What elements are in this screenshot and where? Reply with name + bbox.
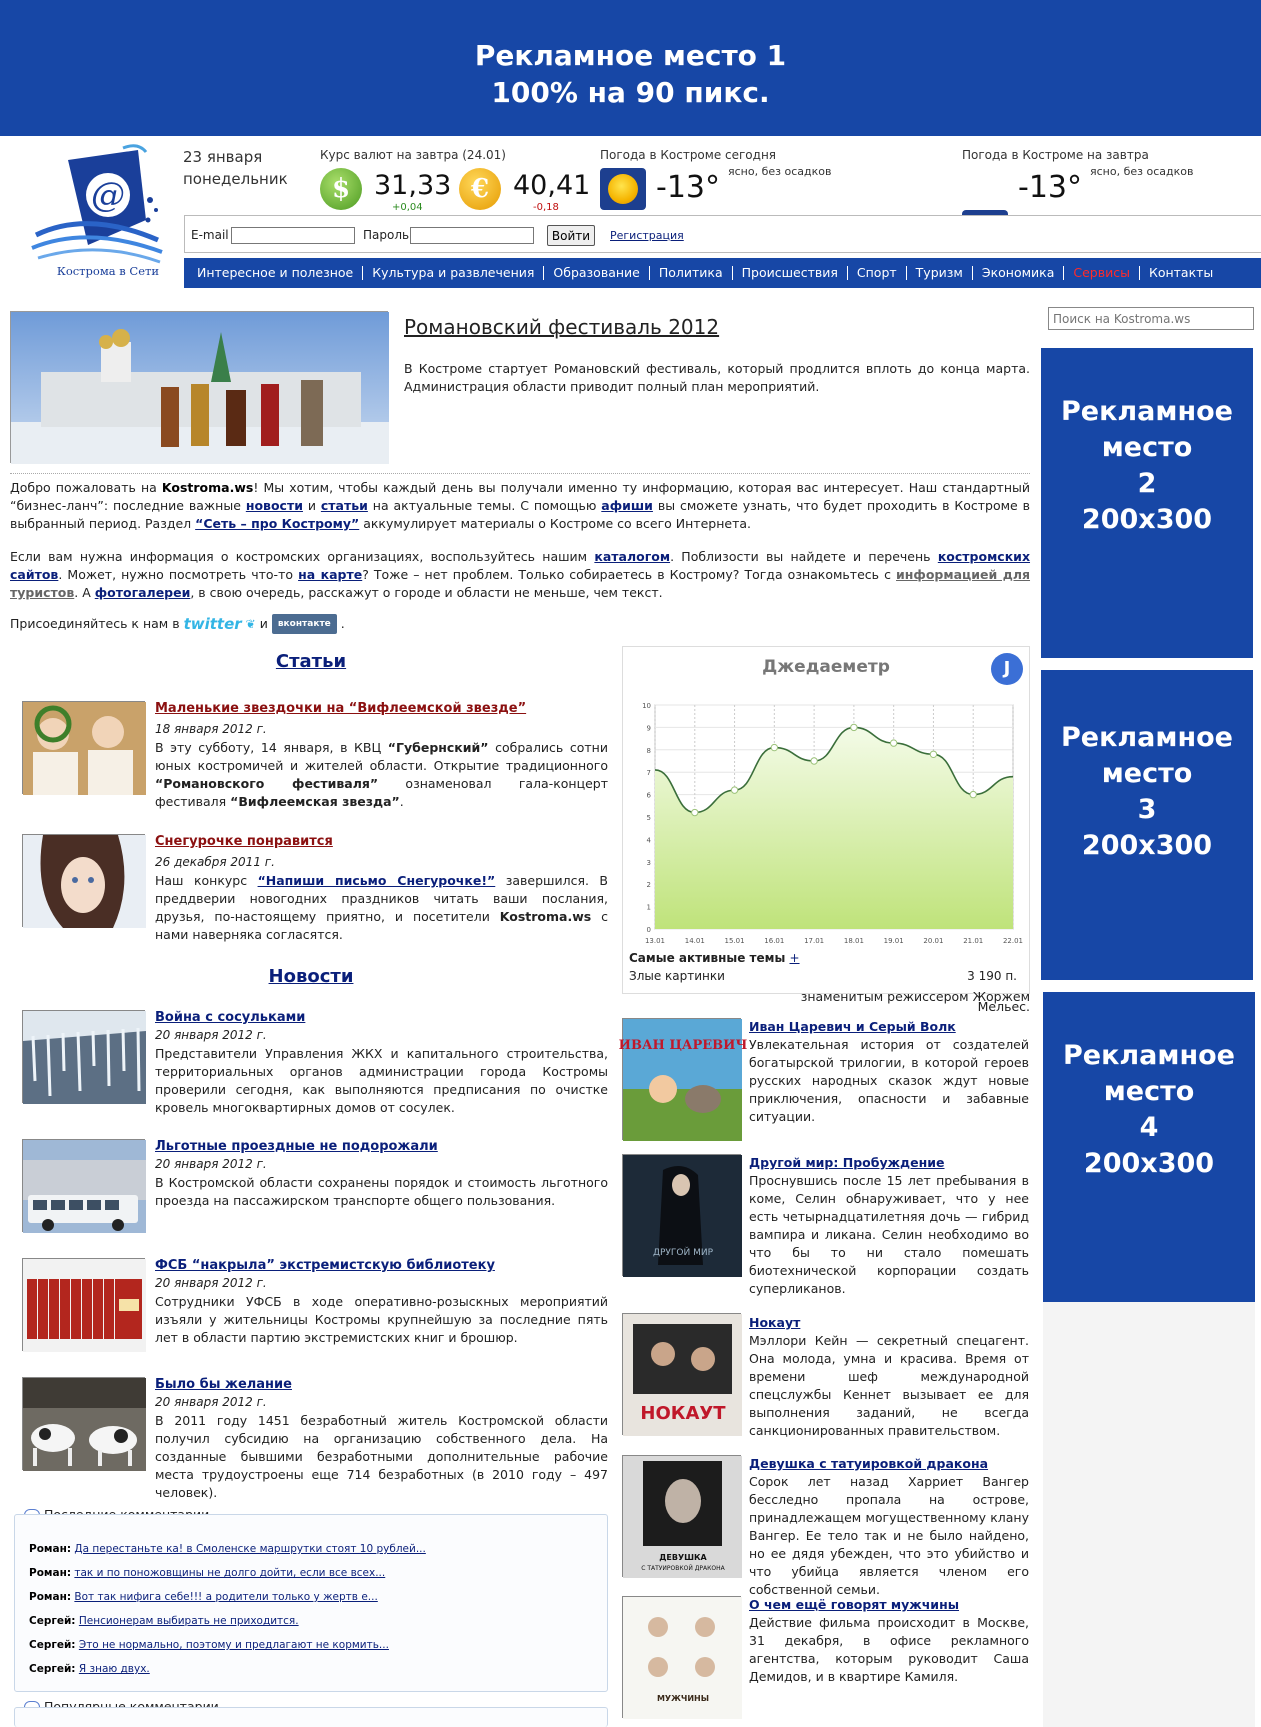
intro-text: . Поблизости вы найдете и перечень (670, 549, 938, 564)
comment-author: Роман: (29, 1567, 72, 1579)
nav-item-culture[interactable]: Культура и развлечения (363, 266, 544, 280)
intro-paragraph-1 (10, 479, 1030, 533)
intro-text: ? Тоже – нет проблем. Только собираетесь в Кострому? Тогда ознакомьтесь с (362, 567, 897, 582)
eur-delta: -0,18 (533, 202, 559, 213)
x-tick-label: 16.01 (764, 937, 785, 945)
article-bold: “Романовского фестиваля” (155, 776, 379, 791)
active-topics-text: Самые активные темы (629, 951, 786, 965)
film-title[interactable]: О чем ещё говорят мужчины (749, 1597, 960, 1612)
film-poster[interactable] (622, 1154, 741, 1276)
comment-row (29, 1633, 607, 1657)
map-link[interactable]: на карте (298, 567, 363, 582)
section-link[interactable]: “Сеть – про Кострому” (195, 516, 360, 531)
data-point (851, 724, 857, 730)
nav-item-contacts[interactable]: Контакты (1148, 265, 1214, 280)
intro-text: ! Мы хотим, чтобы каждый день вы получали именно ту информацию, которая вас интересует. Наш стандартный “бизнес-ланч”: последние важные (10, 480, 1030, 513)
weather-tomorrow-temp: -13° (1018, 170, 1082, 205)
article-text-part: собрались сотни юных костромичей и жителей области. Открытие традиционного (155, 740, 608, 773)
film-text: Сорок лет назад Харриет Вангер бесследно пропала на острове, принадлежащем могущественному клану Вангер. Ее тело так и не было найдено, но ее дядя убежден, что это убийство и что убийца является членом его собственной семьи. (749, 1474, 1029, 1597)
widget-logo-icon[interactable]: J (991, 653, 1023, 685)
film-text: Мэллори Кейн — секретный спецагент. Она молода, умна и красива. Время от времени шеф международной спецслужбы Кеннет вызывает ее для выполнения заданий, не всегда санкционированных правительством. (749, 1333, 1029, 1438)
y-tick-label: 4 (646, 836, 651, 845)
nav-item-services[interactable]: Сервисы (1064, 266, 1140, 280)
nav-item-sport[interactable]: Спорт (848, 266, 907, 280)
x-tick-label: 22.01 (1002, 937, 1024, 945)
comment-link[interactable]: Пенсионерам выбирать не приходится. (78, 1615, 299, 1627)
news-date: 20 января 2012 г. (155, 1028, 267, 1042)
comment-author: Сергей: (29, 1615, 76, 1627)
news-text: В Костромской области сохранены порядок и стоимость льготного проезда на пассажирском транспорте общего пользования. (155, 1175, 608, 1208)
current-date (183, 146, 288, 190)
y-tick-label: 8 (646, 746, 651, 755)
intro-text: на актуальные темы. С помощью (367, 498, 602, 513)
film-poster[interactable] (622, 1313, 741, 1435)
svg-text:ДРУГОЙ МИР: ДРУГОЙ МИР (652, 1248, 714, 1258)
article-text (155, 872, 608, 944)
intro-text: вы сможете узнать, что будет проходить в Костроме в выбранный период. Раздел (10, 498, 1030, 531)
news-title[interactable]: ФСБ “накрыла” экстремистскую библиотеку (155, 1258, 495, 1273)
main-nav (184, 258, 1261, 288)
news-section-title[interactable]: Новости (268, 966, 354, 987)
currency-title: Курс валют на завтра (24.01) (320, 148, 506, 162)
intro-text: аккумулирует материалы о Костроме со всего Интернета. (359, 516, 751, 531)
contest-link[interactable]: “Напиши письмо Снегурочке!” (257, 873, 496, 888)
comment-link[interactable]: Вот так нифига себе!!! а родители только у жертв е... (74, 1591, 378, 1603)
catalog-link[interactable]: каталогом (594, 549, 671, 564)
ad3-line1: Рекламное (1060, 722, 1233, 753)
date-weekday: понедельник (183, 170, 288, 188)
side-ad-4[interactable] (1043, 992, 1255, 1302)
topic-link[interactable]: Злые картинки (629, 969, 725, 983)
comment-row (29, 1657, 607, 1681)
data-point (731, 787, 737, 793)
weather-today-title: Погода в Костроме сегодня (600, 148, 777, 162)
svg-text:@: @ (91, 175, 125, 215)
comment-row (29, 1609, 607, 1633)
ad4-line3: 4 (1139, 1112, 1159, 1143)
film-title[interactable]: Нокаут (749, 1315, 801, 1330)
top-ad-line1: Рекламное место 1 (474, 39, 787, 72)
article-text-part: завершился. В преддверии новогодних праздников читать ваши послания, друзья, по-настоящему приятно, и посетители (155, 873, 608, 924)
article-text-part: В эту субботу, 14 января, в КВЦ (155, 740, 388, 755)
comment-row (29, 1561, 607, 1585)
film-poster[interactable] (622, 1455, 741, 1577)
weather-today-cond: ясно, без осадков (728, 165, 832, 178)
cut-film-text: знаменитым режиссером Жоржем Мельес. (800, 989, 1030, 1014)
x-tick-label: 18.01 (843, 937, 864, 945)
y-tick-label: 2 (646, 881, 651, 890)
y-tick-label: 10 (642, 702, 651, 710)
y-tick-label: 6 (646, 791, 651, 800)
articles-link[interactable]: статьи (320, 498, 368, 513)
y-tick-label: 3 (646, 858, 651, 867)
news-title[interactable]: Война с сосульками (155, 1010, 306, 1025)
eur-rate: 40,41 (513, 170, 591, 201)
svg-text:ДЕВУШКА: ДЕВУШКА (659, 1553, 707, 1562)
feature-text: В Костроме стартует Романовский фестиваль, который продлится вплоть до конца марта. Администрация области приводит полный план мероприятий. (404, 361, 1030, 394)
article-image[interactable] (22, 834, 145, 927)
film-title[interactable]: Девушка с татуировкой дракона (749, 1456, 989, 1471)
date-day: 23 января (183, 148, 263, 166)
data-point (970, 791, 976, 797)
ad4-line1: Рекламное (1062, 1040, 1235, 1071)
nav-item-politics[interactable]: Политика (650, 266, 733, 280)
join-and: и (259, 616, 268, 631)
register-link[interactable]: Регистрация (610, 229, 684, 242)
y-tick-label: 1 (646, 903, 651, 912)
usd-rate: 31,33 (374, 170, 452, 201)
nav-item-economy[interactable]: Экономика (973, 266, 1065, 280)
comment-author: Роман: (29, 1543, 72, 1555)
side-ad-3[interactable] (1041, 670, 1253, 980)
svg-text:ИВАН ЦАРЕВИЧ: ИВАН ЦАРЕВИЧ (618, 1038, 748, 1053)
film-text: Увлекательная история от создателей богатырской трилогии, в которой героев русских народных сказок ждут новые приключения, опасности и забавные ситуации. (749, 1037, 1029, 1124)
nav-item-tourism[interactable]: Туризм (907, 266, 973, 280)
gallery-link[interactable]: фотогалереи (94, 585, 191, 600)
news-image[interactable] (22, 1139, 145, 1232)
email-field[interactable] (231, 227, 355, 244)
intro-text: Если вам нужна информация о костромских организациях, воспользуйтесь нашим (10, 549, 595, 564)
comments-box (14, 1514, 608, 1692)
article-bold: “Губернский” (387, 740, 489, 755)
data-point (811, 758, 817, 764)
intro-text: и (302, 498, 321, 513)
feature-photo[interactable] (10, 311, 388, 463)
news-title[interactable]: Было бы желание (155, 1377, 292, 1392)
film-title[interactable]: Другой мир: Пробуждение (749, 1155, 945, 1170)
twitter-bird-icon: ❦ (245, 617, 256, 631)
news-text: В 2011 году 1451 безработный житель Костромской области получил субсидию на организацию собственного дела. На созданные бывшими безработными дополнительные рабочие места трудоустроены еще 714 безработных (в 2010 году – 497 человек). (155, 1413, 608, 1500)
sites-link[interactable]: костромских сайтов (10, 549, 1031, 582)
ad2-line4: 200x300 (1081, 504, 1213, 535)
article-title[interactable]: Снегурочке понравится (155, 834, 333, 849)
weather-tomorrow-title: Погода в Костроме на завтра (962, 148, 1149, 162)
twitter-logo[interactable]: twitter (183, 615, 242, 633)
site-name: Kostroma.ws (161, 480, 254, 495)
afisha-link[interactable]: афиши (601, 498, 653, 513)
search-input[interactable] (1048, 307, 1254, 330)
news-text: Сотрудники УФСБ в ходе оперативно-розыскных мероприятий изъяли у жительницы Костромы крупнейшую за последние пять лет в области партию экстремистских книг и брошюр. (155, 1294, 608, 1345)
side-ad-2[interactable] (1041, 348, 1253, 658)
nav-item-incidents[interactable]: Происшествия (733, 266, 848, 280)
x-tick-label: 13.01 (644, 937, 666, 945)
comment-author: Сергей: (29, 1639, 76, 1651)
x-tick-label: 19.01 (883, 937, 904, 945)
comment-link[interactable]: Да перестаньте ка! в Смоленске маршрутки стоят 10 рублей... (74, 1543, 426, 1555)
topic-count: 3 190 п. (967, 969, 1017, 983)
news-text: Представители Управления ЖКХ и капитального строительства, территориальных органов администрации города Костромы проверили сегодня, как выполняются предписания по очистке кровель многоквартирных домов от сосулек. (155, 1046, 608, 1115)
svg-text:МУЖЧИНЫ: МУЖЧИНЫ (656, 1694, 710, 1703)
join-text: Присоединяйтесь к нам в (10, 616, 180, 631)
film-text: Действие фильма происходит в Москве, 31 декабря, в офисе рекламного агентства, которым руководит Саша Демидов, и в квартире Камиля. (749, 1615, 1029, 1684)
join-line (10, 614, 345, 634)
intro-text: . А (74, 585, 95, 600)
top-ad-line2: 100% на 90 пикс. (491, 76, 770, 109)
tourist-link[interactable]: информацией для туристов (10, 567, 1031, 600)
weather-tomorrow-cond: ясно, без осадков (1090, 165, 1194, 178)
news-image[interactable] (22, 1010, 145, 1103)
ad3-line3: 3 (1137, 794, 1157, 825)
divider (10, 473, 1030, 474)
comment-author: Сергей: (29, 1663, 76, 1675)
nav-item-useful[interactable]: Интересное и полезное (188, 266, 363, 280)
comment-link[interactable]: Я знаю двух. (78, 1663, 150, 1675)
intro-text: , в свою очередь, расскажут о городе и области не меньше, чем текст. (190, 585, 663, 600)
film-title[interactable]: Иван Царевич и Серый Волк (749, 1019, 956, 1034)
y-tick-label: 5 (646, 814, 651, 822)
y-tick-label: 7 (646, 769, 651, 778)
x-tick-label: 21.01 (963, 937, 984, 945)
data-point (692, 809, 698, 815)
article-text-part: ознаменовал гала-концерт фестиваля (155, 776, 608, 809)
article-text-part: . (399, 794, 404, 809)
euro-icon: € (459, 168, 501, 210)
top-ad-banner[interactable] (0, 0, 1261, 136)
comment-link[interactable]: Это не нормально, поэтому и предлагают не кормить... (78, 1639, 389, 1651)
nav-item-education[interactable]: Образование (544, 266, 649, 280)
widget-title: Джедаеметр (762, 657, 890, 677)
y-tick-label: 0 (646, 926, 651, 934)
period: . (340, 616, 345, 631)
ad2-line1: Рекламное (1060, 396, 1233, 427)
article-text-part: Наш конкурс (155, 873, 258, 888)
weather-today-temp: -13° (656, 170, 720, 205)
news-date: 20 января 2012 г. (155, 1276, 267, 1290)
usd-delta: +0,04 (392, 202, 423, 213)
popular-comments-box (14, 1707, 608, 1727)
sun-icon (600, 168, 646, 210)
comment-author: Роман: (29, 1591, 72, 1603)
article-title[interactable]: Маленькие звездочки на “Вифлеемской звезде” (155, 701, 527, 716)
article-bold: Kostroma.ws (499, 909, 592, 924)
x-tick-label: 15.01 (724, 937, 745, 945)
news-date: 20 января 2012 г. (155, 1395, 267, 1409)
login-bar (184, 215, 1261, 253)
intro-text: . Может, нужно посмотреть что-то (58, 567, 299, 582)
y-tick-label: 9 (646, 724, 651, 733)
ad2-line3: 2 (1137, 468, 1157, 499)
comment-row (29, 1537, 607, 1561)
film-poster[interactable] (622, 1596, 741, 1718)
news-link[interactable]: новости (245, 498, 303, 513)
intro-paragraph-2 (10, 548, 1030, 602)
ad4-line2: место (1103, 1076, 1195, 1107)
news-title[interactable]: Льготные проездные не подорожали (155, 1139, 438, 1154)
data-point (930, 751, 936, 757)
intro-text: Добро пожаловать на (10, 480, 162, 495)
password-label: Пароль (363, 228, 410, 242)
expand-topics-link[interactable]: + (789, 951, 800, 965)
article-date: 26 декабря 2011 г. (155, 855, 275, 869)
news-image[interactable] (22, 1258, 145, 1351)
side-filler (1043, 1302, 1255, 1727)
dollar-icon: $ (320, 168, 362, 210)
svg-text:С ТАТУИРОВКОЙ ДРАКОНА: С ТАТУИРОВКОЙ ДРАКОНА (641, 1565, 725, 1572)
article-bold: “Вифлеемская звезда” (230, 794, 400, 809)
password-field[interactable] (410, 227, 534, 244)
email-label: E-mail (191, 228, 229, 242)
svg-text:НОКАУТ: НОКАУТ (640, 1403, 726, 1424)
articles-section-title[interactable]: Статьи (275, 651, 347, 672)
login-button[interactable]: Войти (547, 225, 595, 246)
film-text: Проснувшись после 15 лет пребывания в коме, Селин обнаруживает, что у нее есть четырнадцатилетняя дочь — гибрид вампира и ликана. Селин необходимо во что бы то ни стало помешать биотехнической корпорации создать суперликанов. (749, 1173, 1029, 1296)
comment-link[interactable]: так и по поножовщины не долго дойти, если все всех... (74, 1567, 386, 1579)
jedi-widget (622, 646, 1030, 994)
ad4-line4: 200x300 (1083, 1148, 1215, 1179)
film-poster[interactable] (618, 1018, 748, 1140)
logo-text: Кострома в Сети (56, 264, 160, 278)
ad3-line2: место (1101, 758, 1193, 789)
active-topics-label (629, 951, 800, 965)
article-image[interactable] (22, 701, 145, 794)
x-tick-label: 17.01 (804, 937, 825, 945)
news-date: 20 января 2012 г. (155, 1157, 267, 1171)
news-image[interactable] (22, 1377, 145, 1470)
vk-logo[interactable]: вконтакте (272, 614, 337, 634)
comment-row (29, 1585, 607, 1609)
article-text-part: с нами наверняка согласятся. (155, 909, 608, 942)
x-tick-label: 20.01 (923, 937, 944, 945)
feature-title[interactable]: Романовский фестиваль 2012 (404, 315, 720, 339)
x-tick-label: 14.01 (684, 937, 705, 945)
article-date: 18 января 2012 г. (155, 722, 267, 736)
site-logo[interactable] (28, 140, 170, 285)
data-point (771, 744, 777, 750)
ad2-line2: место (1101, 432, 1193, 463)
activity-chart (631, 699, 1024, 949)
article-text (155, 739, 608, 811)
ad3-line4: 200x300 (1081, 830, 1213, 861)
data-point (890, 740, 896, 746)
